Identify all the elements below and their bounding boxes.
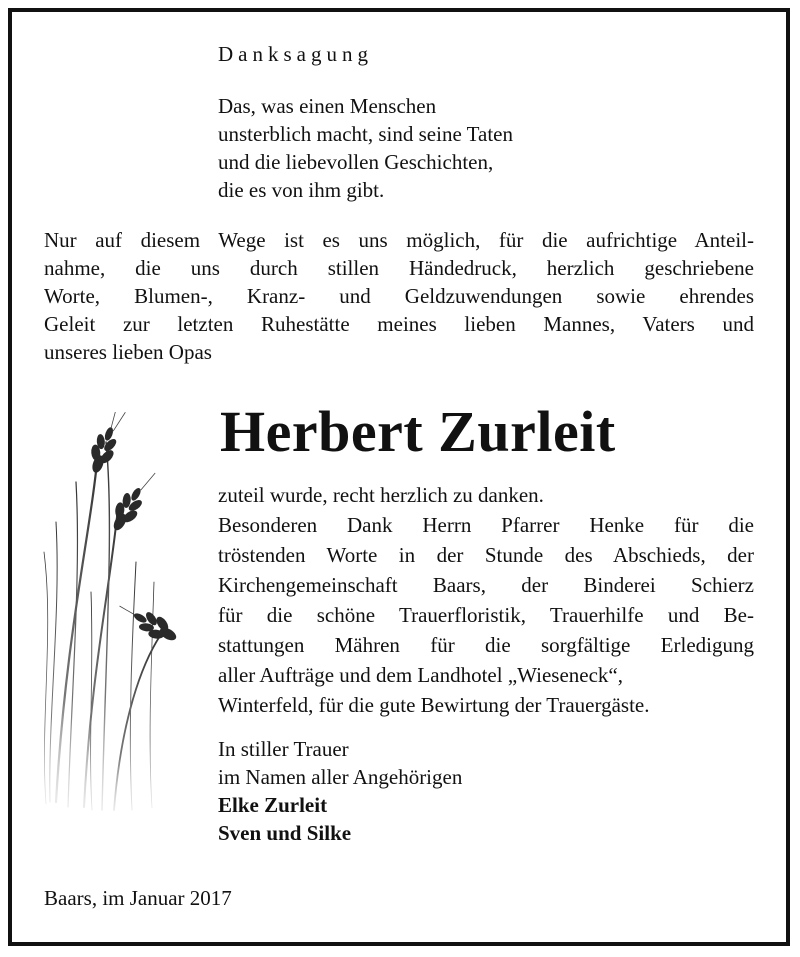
thanks-paragraph [218, 480, 754, 720]
notice-heading: Danksagung [218, 42, 373, 66]
intro-line: Nur auf diesem Wege ist es uns möglich, für die aufrichtige Anteil- [44, 228, 754, 252]
thanks-line: für die schöne Trauerfloristik, Trauerhilfe und Be- [218, 603, 754, 627]
thanks-line: Besonderen Dank Herrn Pfarrer Henke für die [218, 513, 754, 537]
poem-quote [218, 92, 513, 204]
intro-line: nahme, die uns durch stillen Händedruck, herzlich geschriebene [44, 256, 754, 280]
thanks-line: zuteil wurde, recht herzlich zu danken. [218, 483, 544, 507]
thanks-line: stattungen Mähren für die sorgfältige Erledigung [218, 633, 754, 657]
closing-line: im Namen aller Angehörigen [218, 765, 463, 789]
poem-line: unsterblich macht, sind seine Taten [218, 122, 513, 146]
thanks-line: aller Aufträge und dem Landhotel „Wieseneck“, [218, 663, 623, 687]
signer-name: Elke Zurleit [218, 793, 328, 817]
closing-line: In stiller Trauer [218, 737, 349, 761]
poem-line: und die liebevollen Geschichten, [218, 150, 494, 174]
intro-paragraph [44, 226, 754, 366]
closing-block [218, 735, 462, 847]
intro-line: Worte, Blumen-, Kranz- und Geldzuwendungen sowie ehrendes [44, 284, 754, 308]
thanks-line: tröstenden Worte in der Stunde des Abschieds, der [218, 543, 754, 567]
thanks-line: Kirchengemeinschaft Baars, der Binderei Schierz [218, 573, 754, 597]
deceased-name: Herbert Zurleit [220, 399, 616, 464]
intro-line: unseres lieben Opas [44, 340, 212, 364]
thanks-line: Winterfeld, für die gute Bewirtung der Trauergäste. [218, 693, 650, 717]
wheat-ears-illustration [36, 412, 206, 812]
poem-line: die es von ihm gibt. [218, 178, 385, 202]
intro-line: Geleit zur letzten Ruhestätte meines lieben Mannes, Vaters und [44, 312, 754, 336]
place-date: Baars, im Januar 2017 [44, 886, 232, 910]
signer-name: Sven und Silke [218, 821, 352, 845]
poem-line: Das, was einen Menschen [218, 94, 437, 118]
